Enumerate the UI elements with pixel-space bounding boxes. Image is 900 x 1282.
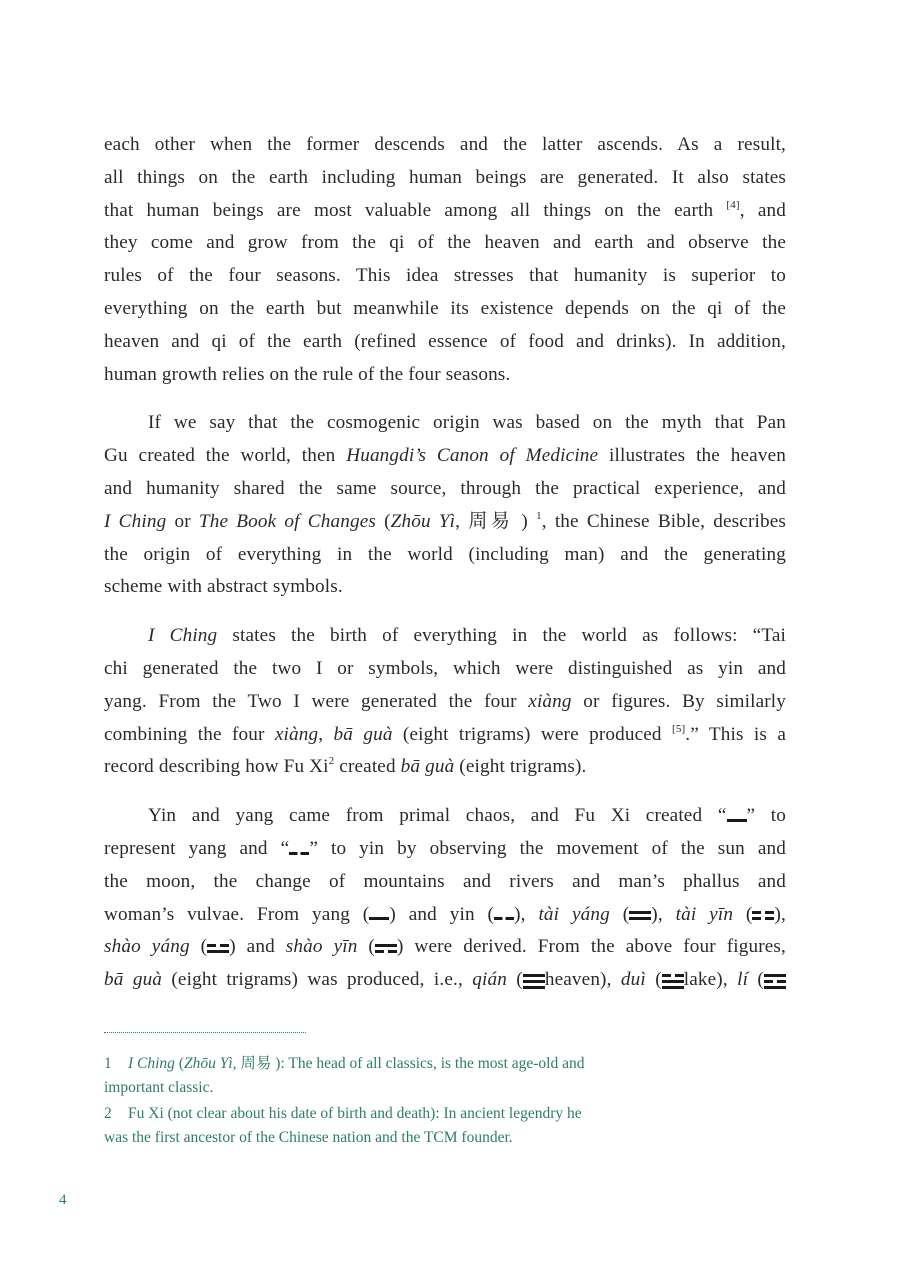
text-run: woman’s vulvae. From yang ( <box>104 903 370 925</box>
dui-trigram-symbol <box>662 973 684 989</box>
text-line: they come and grow from the qi of the heaven and earth and observe the <box>104 232 786 254</box>
qian-trigram-symbol <box>523 973 545 989</box>
book-title: Huangdi’s Canon of Medicine <box>346 445 599 467</box>
text-run: ), <box>651 903 676 925</box>
pinyin-term: tài yáng <box>538 903 610 925</box>
pinyin-term: duì <box>620 969 646 991</box>
text-line: all things on the earth including human beings are generated. It also states <box>104 166 786 188</box>
text-run: ), <box>774 903 786 925</box>
text-line: scheme with abstract symbols. <box>104 576 343 598</box>
text-run: ( <box>506 969 523 991</box>
text-line <box>104 719 786 752</box>
text-line <box>104 931 786 964</box>
paragraph-4 <box>104 800 786 997</box>
text-run: (eight trigrams). <box>454 756 587 778</box>
text-run: (eight trigrams) was produced, i.e., <box>162 969 473 991</box>
book-title: The Book of Changes <box>198 510 376 532</box>
pinyin-term: lí <box>737 969 749 991</box>
text-run: or figures. By similarly <box>571 690 786 712</box>
text-run: ), <box>514 903 539 925</box>
text-run: ) and <box>229 936 286 958</box>
text-line: everything on the earth but meanwhile its existence depends on the qi of the <box>104 297 786 319</box>
text-line <box>104 686 786 719</box>
text-line: rules of the four seasons. This idea stresses that humanity is superior to <box>104 265 786 287</box>
book-title: I Ching <box>128 1055 175 1072</box>
text-run: ( <box>645 969 662 991</box>
yin-symbol <box>494 908 514 922</box>
text-line: important classic. <box>104 1079 214 1096</box>
text-line <box>104 964 786 997</box>
text-line <box>104 833 786 866</box>
text-line: human growth relies on the rule of the four seasons. <box>104 363 511 385</box>
text-line <box>104 440 786 473</box>
text-run: ( <box>375 510 391 532</box>
yin-line-symbol <box>289 843 309 857</box>
text-run: or <box>166 510 199 532</box>
paragraph-1 <box>104 129 786 391</box>
text-run: ) were derived. From the above four figures, <box>396 936 786 958</box>
pinyin-term: xiàng <box>528 690 572 712</box>
pinyin-term: tài yīn <box>675 903 734 925</box>
text-line <box>104 195 786 228</box>
text-run: Fu Xi (not clear about his date of birth and death): In ancient legendry he <box>128 1105 582 1122</box>
footnote-2 <box>104 1102 704 1150</box>
text-run: , 周易 ): The head of all classics, is the most age-old and <box>232 1055 585 1072</box>
pinyin-term: qián <box>472 969 507 991</box>
text-run: ( <box>733 903 753 925</box>
text-line <box>104 899 786 932</box>
text-run: , <box>318 723 334 745</box>
text-line <box>104 800 786 833</box>
text-line <box>104 620 786 653</box>
tai-yin-symbol <box>752 908 774 922</box>
footnotes <box>104 1052 704 1152</box>
book-title: I Ching <box>148 625 218 647</box>
text-run: record describing how Fu Xi <box>104 756 329 778</box>
footnote-number: 2 <box>104 1105 112 1122</box>
footnote-ref-1[interactable]: 1 <box>536 509 542 522</box>
text-run: ( <box>609 903 630 925</box>
yang-line-symbol <box>727 810 747 824</box>
pinyin-term: bā guà <box>333 723 393 745</box>
text-line: heaven and qi of the earth (refined essence of food and drinks). In addition, <box>104 330 786 352</box>
text-run: , 周易 ) <box>455 510 537 532</box>
text-run: that human beings are most valuable among all things on the earth <box>104 199 727 221</box>
text-run: ( <box>748 969 764 991</box>
pinyin-term: bā guà <box>104 969 163 991</box>
footnote-number: 1 <box>104 1055 112 1072</box>
text-run: Gu created the world, then <box>104 445 347 467</box>
text-run: Yin and yang came from primal chaos, and Fu Xi created “ <box>148 805 727 827</box>
text-line: each other when the former descends and the latter ascends. As a result, <box>104 134 786 155</box>
text-run: (eight trigrams) were produced <box>392 723 672 745</box>
footnote-1 <box>104 1052 704 1100</box>
paragraph-3 <box>104 620 786 784</box>
book-title: I Ching <box>104 510 167 532</box>
reference-5: [5] <box>672 722 686 735</box>
text-run: states the birth of everything in the world as follows: “Tai <box>217 625 786 647</box>
text-run: , and <box>739 199 786 221</box>
text-run: ) and yin ( <box>389 903 495 925</box>
paragraph-2 <box>104 407 786 604</box>
text-run: yang. From the Two I were generated the four <box>104 690 529 712</box>
pinyin-term: Zhōu Yì <box>390 510 456 532</box>
text-run: ” to <box>746 805 786 827</box>
text-line <box>104 506 786 539</box>
pinyin-term: bā guà <box>400 756 455 778</box>
text-run: heaven), <box>544 969 621 991</box>
text-run: .” This is a <box>685 723 786 745</box>
text-run: ” to yin by observing the movement of the sun and <box>309 837 786 859</box>
text-run: illustrates the heaven <box>598 445 787 467</box>
pinyin-term: shào yīn <box>285 936 358 958</box>
text-line: chi generated the two I or symbols, which were distinguished as yin and <box>104 657 786 679</box>
text-run: represent yang and “ <box>104 837 290 859</box>
text-run: , the Chinese Bible, describes <box>541 510 786 532</box>
text-line: was the first ancestor of the Chinese nation and the TCM founder. <box>104 1129 513 1146</box>
shao-yin-symbol <box>375 941 397 955</box>
reference-4: [4] <box>726 198 740 211</box>
body-text <box>104 129 786 1013</box>
pinyin-term: Zhōu Yì <box>183 1055 233 1072</box>
text-run: ( <box>357 936 375 958</box>
text-line: and humanity shared the same source, through the practical experience, and <box>104 477 786 499</box>
shao-yang-symbol <box>207 941 229 955</box>
li-trigram-symbol <box>764 973 786 989</box>
text-run: ( <box>189 936 208 958</box>
text-line: If we say that the cosmogenic origin was based on the myth that Pan <box>148 412 786 434</box>
footnote-divider <box>104 1032 306 1033</box>
text-line <box>104 751 786 784</box>
footnote-ref-2[interactable]: 2 <box>328 755 335 768</box>
text-run: combining the four <box>104 723 275 745</box>
yang-symbol <box>369 908 389 922</box>
page-number: 4 <box>59 1192 67 1208</box>
text-line: the moon, the change of mountains and rivers and man’s phallus and <box>104 870 786 892</box>
text-run: ( <box>174 1055 184 1072</box>
tai-yang-symbol <box>629 908 651 922</box>
text-run: lake), <box>683 969 738 991</box>
text-run: created <box>334 756 401 778</box>
pinyin-term: xiàng <box>274 723 319 745</box>
text-line: the origin of everything in the world (including man) and the generating <box>104 543 786 565</box>
pinyin-term: shào yáng <box>104 936 190 958</box>
